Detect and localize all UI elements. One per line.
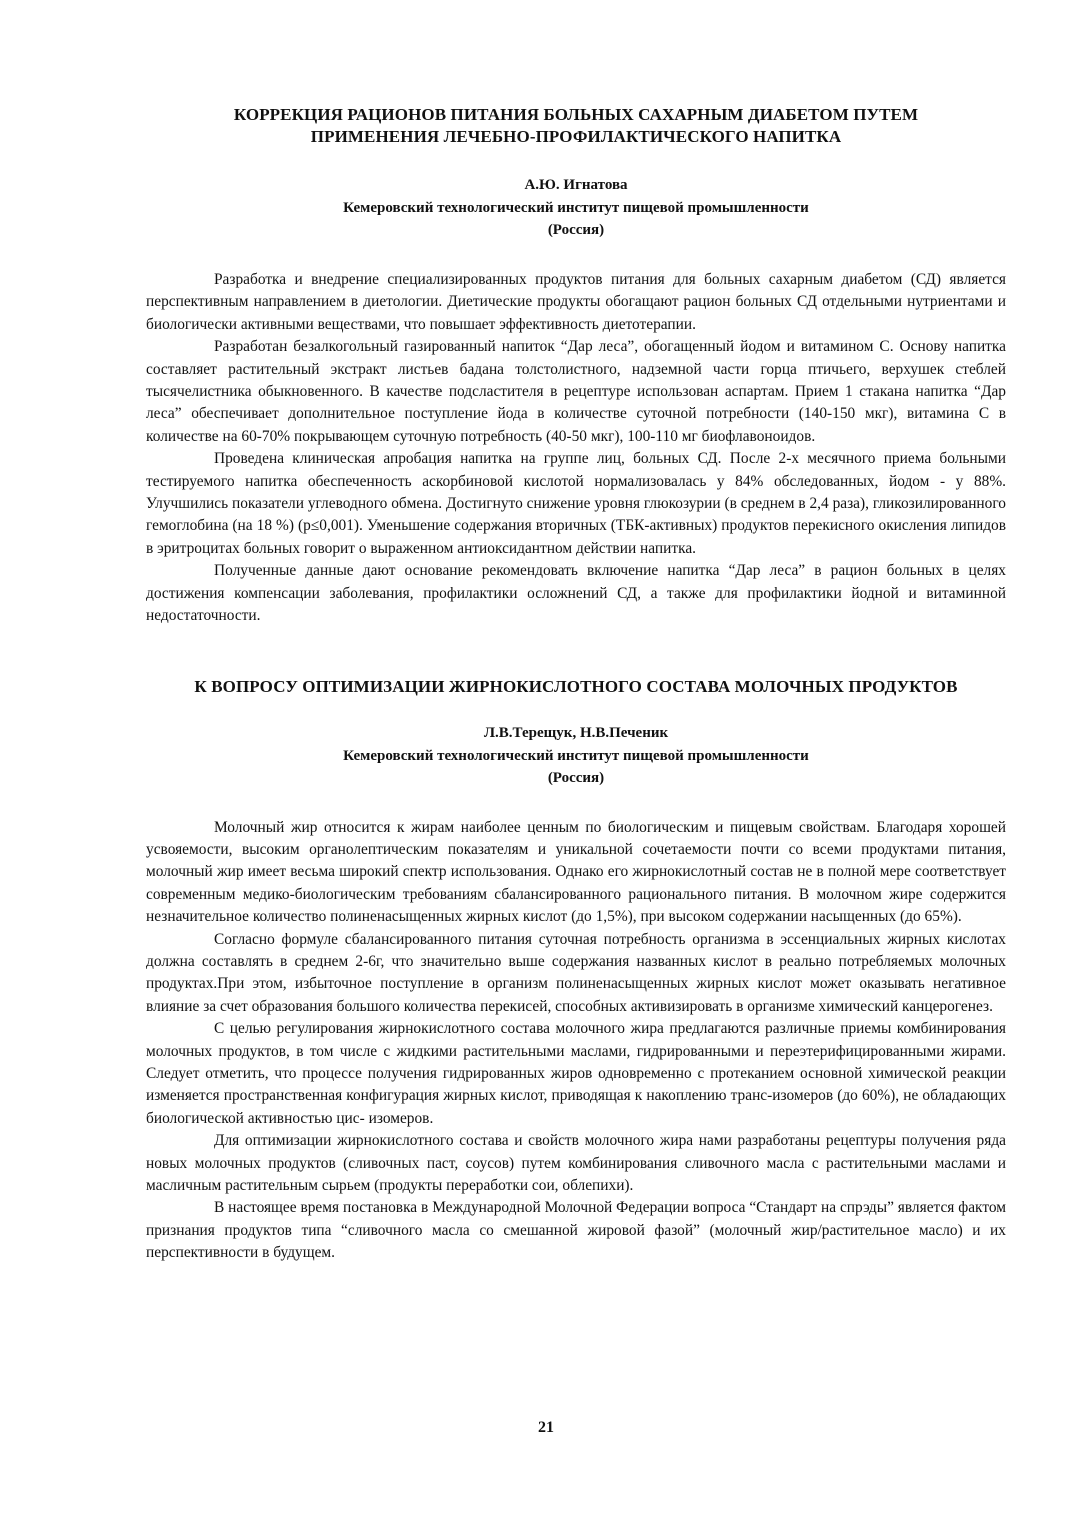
article-1-title-line-1: КОРРЕКЦИЯ РАЦИОНОВ ПИТАНИЯ БОЛЬНЫХ САХАРНЫМ ДИАБЕТОМ ПУТЕМ (233, 105, 919, 124)
article-1-paragraph: Полученные данные дают основание рекомендовать включение напитка “Дар леса” в рацион больных в целях достижения компенсации заболевания, профилактики осложнений СД, а также для профилактики йодной и витаминной недостаточности. (146, 562, 1006, 625)
article-2 (146, 676, 1006, 1265)
article-1-body (146, 269, 1006, 628)
article-2-country: (Россия) (547, 769, 605, 786)
article-1-country: (Россия) (547, 222, 605, 238)
article-1-title-line-2: ПРИМЕНЕНИЯ ЛЕЧЕБНО-ПРОФИЛАКТИЧЕСКОГО НАПИТКА (310, 127, 842, 146)
article-2-body (146, 817, 1006, 1265)
article-2-paragraph: Для оптимизации жирнокислотного состава и свойств молочного жира нами разработаны рецептуры получения ряда новых молочных продуктов (сливочных паст, соусов) путем комбинирования сливочного масла с растительными маслами и масличным растительным сырьем (продукты переработки сои, облепихи). (146, 1132, 1006, 1194)
article-1-affiliation: Кемеровский технологический институт пищевой промышленности (343, 200, 809, 216)
article-1-paragraph: Проведена клиническая апробация напитка на группе лиц, больных СД. После 2-х месячного приема больными тестируемого напитка обеспеченность аскорбиновой кислотой нормализовалась у 84% обследованных, йодом - у 88%. Улучшились показатели углеводного обмена. Достигнуто снижение уровня глюкозурии (в среднем в 2,4 раза), гликозилированного гемоглобина (на 18 %) (p≤0,001). Уменьшение содержания вторичных (ТБК-активных) продуктов перекисного окисления липидов в эритроцитах больных говорит о выраженном антиоксидантном действии напитка. (146, 450, 1006, 557)
article-2-affiliation: Кемеровский технологический институт пищевой промышленности (343, 747, 809, 764)
article-2-authors: Л.В.Терещук, Н.В.Печеник (483, 724, 669, 741)
page-content (146, 100, 1006, 1265)
article-1-paragraph: Разработка и внедрение специализированных продуктов питания для больных сахарным диабетом (СД) является перспективным направлением в диетологии. Диетические продукты обогащают рацион больных СД отдельными нутриентами и биологически активными веществами, что повышает эффективность диетотерапии. (146, 271, 1006, 333)
article-2-paragraph: С целью регулирования жирнокислотного состава молочного жира предлагаются различные приемы комбинирования молочных продуктов, в том числе с жидкими растительными маслами, гидрированными и переэтерифицированными жирами. Следует отметить, что процессе получения гидрированных жиров одновременно с протеканием основной химической реакции изменяется пространственная конфигурация жирных кислот, приводящая к накоплению транс-изомеров (до 60%), не обладающих биологической активностью цис- изомеров. (146, 1020, 1006, 1127)
page-number: 21 (538, 1419, 554, 1436)
article-1 (146, 104, 1006, 628)
article-1-paragraph: Разработан безалкогольный газированный напиток “Дар леса”, обогащенный йодом и витамином С. Основу напитка составляет растительный экстракт листьев бадана толстолистного, надземной части горца птичьего, верхушек стеблей тысячелистника обыкновенного. В качестве подсластителя в рецептуре использован аспартам. Прием 1 стакана напитка “Дар леса” обеспечивает дополнительное поступление йода в количестве суточной потребности (140-150 мкг), витамина С в количестве на 60-70% покрывающем суточную потребность (40-50 мкг), 100-110 мг биофлавоноидов. (146, 338, 1006, 445)
article-2-paragraph: Молочный жир относится к жирам наиболее ценным по биологическим и пищевым свойствам. Благодаря хорошей усвояемости, высоким органолептическим показателям и уникальной сочетаемости почти со всеми продуктами питания, молочный жир имеет весьма широкий спектр использования. Однако его жирнокислотный состав не в полной мере соответствует современным медико-биологическим требованиям сбалансированного рационального питания. В молочном жире содержится незначительное количество полиненасыщенных жирных кислот (до 1,5%), при высоком содержании насыщенных (до 65%). (146, 818, 1006, 926)
article-2-paragraph: В настоящее время постановка в Международной Молочной Федерации вопроса “Стандарт на спрэды” является фактом признания продуктов типа “сливочного масла со смешанной жировой фазой” (молочный жир/растительное масло) и их перспективности в будущем. (146, 1199, 1006, 1262)
article-1-authors: А.Ю. Игнатова (524, 177, 628, 193)
article-2-title: К ВОПРОСУ ОПТИМИЗАЦИИ ЖИРНОКИСЛОТНОГО СОСТАВА МОЛОЧНЫХ ПРОДУКТОВ (194, 676, 958, 696)
article-2-paragraph: Согласно формуле сбалансированного питания суточная потребность организма в эссенциальных жирных кислотах должна составлять в среднем 2-6г, что значительно выше содержания названных кислот в реально потребляемых молочных продуктах.При этом, избыточное поступление в организм полиненасыщенных жирных кислот может оказывать негативное влияние за счет образования большого количества перекисей, способных активизировать в организме химический канцерогенез. (146, 930, 1006, 1015)
